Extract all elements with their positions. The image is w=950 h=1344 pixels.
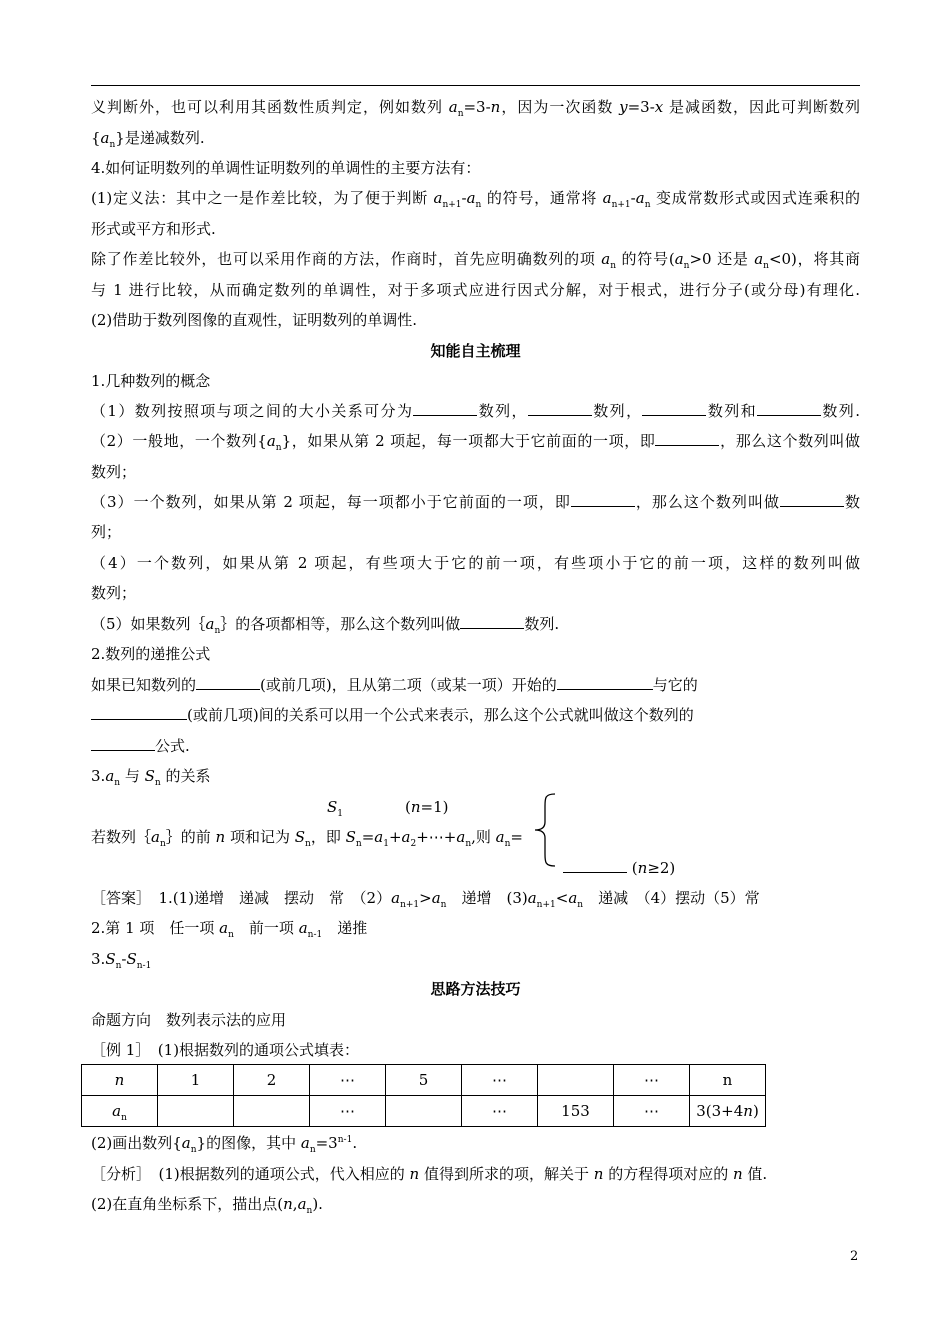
s3-title: $3.a_n$ 与 $S_n$ 的关系 <box>91 767 211 788</box>
table-cell: n <box>82 1065 158 1096</box>
table-cell[interactable] <box>538 1065 614 1096</box>
table-cell[interactable] <box>158 1096 234 1127</box>
analysis-line-2: (2)在直角坐标系下，描出点$(n,a_n)$. <box>91 1195 323 1216</box>
analysis-line-1: ［分析］ (1)根据数列的通项公式，代入相应的 n 值得到所求的项，解关于 n 的方程得项对应的 n 值. <box>91 1165 768 1183</box>
blank[interactable] <box>642 401 706 416</box>
table-cell: ⋯ <box>614 1065 690 1096</box>
header-rule <box>91 85 860 86</box>
s1-item-1: （1）数列按照项与项之间的大小关系可分为 数列， 数列， 数列和 数列. <box>91 402 860 420</box>
table-cell: 5 <box>386 1065 462 1096</box>
text-line-4: (1)定义法：其中之一是作差比较，为了便于判断 $a_{n+1}-a_n$ 的符号，通常将 $a_{n+1}-a_n$ 变成常数形式或因式连乘积的 <box>91 189 860 210</box>
table-cell: ⋯ <box>462 1096 538 1127</box>
table-row <box>82 1065 766 1096</box>
example-1-part-2: (2)画出数列$\{a_n\}$的图像，其中 $a_n=3^{n-1}$. <box>91 1134 358 1155</box>
s2-line-b: (或前几项)间的关系可以用一个公式来表示，那么这个公式就叫做这个数列的 <box>91 705 694 725</box>
s1-item-2b: 数列； <box>91 463 137 481</box>
s1-item-4b: 数列； <box>91 584 137 602</box>
blank[interactable] <box>91 736 155 751</box>
table-cell: ⋯ <box>310 1096 386 1127</box>
table-cell: 3(3+4n) <box>690 1096 766 1127</box>
text-line-7: 与 1 进行比较，从而确定数列的单调性，对于多项式应进行因式分解，对于根式，进行分子(或分母)有理化. <box>91 281 860 299</box>
table-cell[interactable] <box>234 1096 310 1127</box>
section-heading-2: 思路方法技巧 <box>430 980 521 998</box>
table-cell[interactable] <box>386 1096 462 1127</box>
table-cell: 153 <box>538 1096 614 1127</box>
section-heading-1: 知能自主梳理 <box>430 342 521 360</box>
blank[interactable] <box>91 705 187 720</box>
table-cell: ⋯ <box>614 1096 690 1127</box>
text-line-6: 除了作差比较外，也可以采用作商的方法，作商时，首先应明确数列的项 $a_n$ 的符号($a_n>0$ 还是 $a_n<0$)，将其商 <box>91 250 860 271</box>
topic-line: 命题方向 数列表示法的应用 <box>91 1011 287 1029</box>
blank[interactable] <box>557 675 653 690</box>
s1-title: 1.几种数列的概念 <box>91 372 211 390</box>
s1-item-3: （3）一个数列，如果从第 2 项起，每一项都小于它前面的一项，即 ，那么这个数列叫做 数 <box>91 493 860 511</box>
text-line-8: (2)借助于数列图像的直观性，证明数列的单调性. <box>91 311 418 329</box>
blank[interactable] <box>413 401 477 416</box>
table-cell: 1 <box>158 1065 234 1096</box>
table-row <box>82 1096 766 1127</box>
case-1-condition: (n=1) <box>405 798 449 816</box>
example-1-line: ［例 1］ (1)根据数列的通项公式填表： <box>91 1041 360 1059</box>
answer-line-3: $3.S_n-S_{n-1}$ <box>91 950 152 971</box>
text-line-3: 4.如何证明数列的单调性证明数列的单调性的主要方法有： <box>91 159 481 177</box>
blank[interactable] <box>655 431 719 446</box>
blank[interactable] <box>528 401 592 416</box>
blank[interactable] <box>196 675 260 690</box>
answer-line-1: ［答案］ 1.(1)递增 递减 摆动 常 $(2)a_{n+1}>a_n$ 递增 $(3)a_{n+1}<a_n$ 递减 （4）摆动（5）常 <box>91 889 760 910</box>
page-number: 2 <box>850 1249 859 1264</box>
curly-brace-icon <box>531 792 561 868</box>
text-line-5: 形式或平方和形式. <box>91 220 216 238</box>
s2-line-c: 公式. <box>91 736 190 756</box>
case-main: 若数列$\{a_n\}$的前 n 项和记为 $S_n$，即 $S_n=a_1+a_2+\cdots+a_n$,则 $a_n=$ <box>91 828 523 849</box>
blank[interactable] <box>780 492 844 507</box>
s1-item-2: （2）一般地，一个数列$\{a_n\}$，如果从第 2 项起，每一项都大于它前面的一项，即 ，那么这个数列叫做 <box>91 432 860 453</box>
blank[interactable] <box>757 401 821 416</box>
table-cell: ⋯ <box>310 1065 386 1096</box>
table-cell: n <box>690 1065 766 1096</box>
table-cell: ⋯ <box>462 1065 538 1096</box>
blank[interactable] <box>563 858 627 873</box>
s1-item-5: （5）如果数列$\{a_n\}$的各项都相等，那么这个数列叫做 数列. <box>91 615 560 636</box>
table-cell: 2 <box>234 1065 310 1096</box>
case-1-value: $S_1$ <box>327 798 344 819</box>
s2-line-a: 如果已知数列的 (或前几项)，且从第二项（或某一项）开始的 与它的 <box>91 676 698 694</box>
blank[interactable] <box>460 614 524 629</box>
table-cell: $a_n$ <box>82 1096 158 1127</box>
blank[interactable] <box>571 492 635 507</box>
s1-item-4: （4）一个数列，如果从第 2 项起，有些项大于它的前一项，有些项小于它的前一项，这样的数列叫做 <box>91 554 860 572</box>
value-table <box>81 1064 766 1127</box>
text-line-1: 义判断外，也可以利用其函数性质判定，例如数列 $a_n=3-n$，因为一次函数 y=3-x 是减函数，因此可判断数列 <box>91 98 860 119</box>
s1-item-3b: 列； <box>91 523 122 541</box>
case-2: (n≥2) <box>563 858 675 878</box>
s2-title: 2.数列的递推公式 <box>91 645 211 663</box>
text-line-2: $\{a_n\}$是递减数列. <box>91 129 205 150</box>
answer-line-2: 2.第 1 项 任一项 $a_n$ 前一项 $a_{n-1}$ 递推 <box>91 919 368 940</box>
